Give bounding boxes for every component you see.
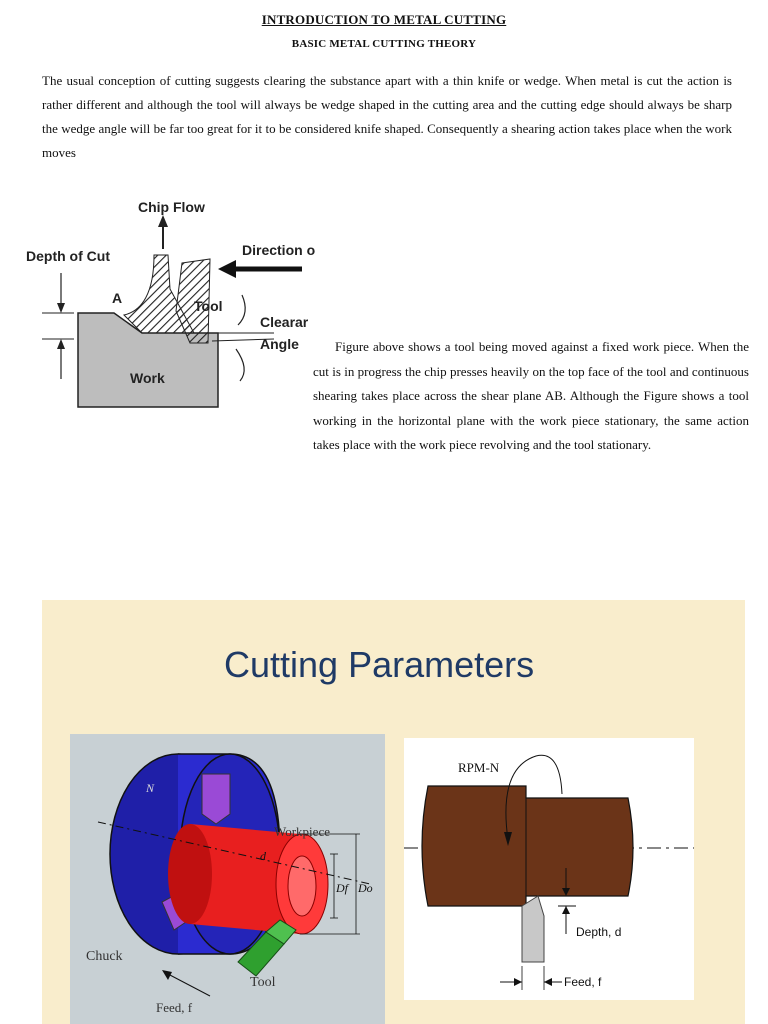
chip-flow-arrow: [158, 215, 168, 227]
feed-label-turning: Feed, f: [564, 975, 602, 989]
chip-flow-label: Chip Flow: [138, 199, 205, 215]
workpiece-label: Workpiece: [274, 824, 330, 839]
page-title: INTRODUCTION TO METAL CUTTING: [261, 12, 507, 27]
depth-label: Depth, d: [576, 925, 622, 939]
feed-label-lathe: Feed, f: [156, 1000, 193, 1015]
tool-label: Tool: [194, 298, 223, 314]
df-label: Df: [336, 881, 348, 895]
turning-tool: [522, 896, 544, 962]
cutting-parameters-slide: [42, 600, 745, 1024]
cutting-diagram: [24, 193, 316, 415]
do-label: Do: [358, 881, 373, 895]
direction-arrow: [218, 260, 236, 278]
angle-label: Angle: [260, 336, 299, 352]
d-label: d: [260, 849, 266, 863]
description-paragraph: Figure above shows a tool being moved against a fixed work piece. When the cut is in progress the chip presses heavily on the top face of the tool and continuous shearing takes place across the shear plane AB. Although the Figure shows a tool working in the horizontal plane with the work piece stationary, the same action takes place with the work piece revolving and the tool stationary.: [313, 339, 749, 452]
depth-of-cut-label: Depth of Cut: [26, 248, 110, 264]
chuck-jaw-top: [202, 774, 230, 824]
clearance-label: Clearar: [260, 314, 309, 330]
rpm-label: RPM-N: [458, 760, 500, 775]
tool-label-lathe: Tool: [250, 975, 276, 990]
intro-paragraph: The usual conception of cutting suggests clearing the substance apart with a thin knife or wedge. When metal is cut the action is rather different and although the tool will always be wedge shaped in the cutting area and the cutting edge should always be sharp the wedge angle will be far too great for it to be considered knife shaped. Consequently a shearing action takes place when the work moves: [42, 73, 732, 160]
page-subtitle: BASIC METAL CUTTING THEORY: [291, 38, 477, 50]
direction-label: Direction o: [242, 242, 316, 258]
turning-workpiece: [422, 786, 633, 906]
chuck-label: Chuck: [86, 949, 123, 964]
point-a-label: A: [112, 290, 123, 306]
lathe-diagram: [70, 734, 385, 1024]
work-label: Work: [130, 370, 165, 386]
n-label: N: [146, 781, 155, 795]
slide-title: Cutting Parameters: [224, 644, 535, 685]
turning-diagram: [404, 738, 694, 1000]
